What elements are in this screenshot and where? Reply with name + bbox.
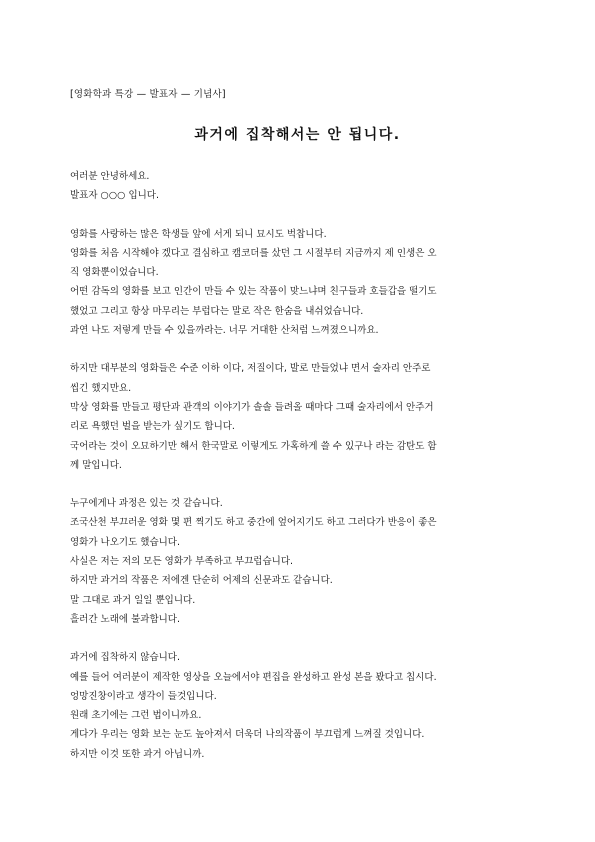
text-line: 어떤 감독의 영화를 보고 인간이 만들 수 있는 작품이 맞느냐며 친구들과 호들갑을 떨기도 [70,286,437,298]
text-line: 사실은 저는 저의 모든 영화가 부족하고 부끄럽습니다. [70,556,294,568]
text-line: 과연 나도 저렇게 만들 수 있을까라는. 너무 거대한 산처럼 느껴졌으니까요. [70,325,379,337]
paragraph [70,167,530,206]
paragraph [70,494,530,629]
text-line: 영화를 처음 시작해야 겠다고 결심하고 캠코더를 샀던 그 시절부터 지금까지 제 인생은 오 [70,247,437,259]
text-line: 게다가 우리는 영화 보는 눈도 높아져서 더욱더 나의작품이 부끄럽게 느껴질 것입니다. [70,729,425,741]
text-line: 여러분 안녕하세요. [70,171,150,182]
text-line: 리로 욕했던 벌을 받는가 싶기도 합니다. [70,421,235,433]
text-line: 조국산천 부끄러운 영화 몇 편 찍기도 하고 중간에 엎어지기도 하고 그러다가 반응이 좋은 [70,517,437,529]
text-line: 하지만 대부분의 영화들은 수준 이하 이다, 저질이다, 발로 만들었냐 면서 술자리 안주로 [70,363,431,375]
text-line: 씹긴 했지만요. [70,382,132,394]
paragraph [70,648,530,764]
document-title: 과거에 집착해서는 안 됩니다. [194,127,401,143]
text-line: 예를 들어 여러분이 제작한 영상을 오늘에서야 편집을 완성하고 완성 본을 봤다고 칩시다. [70,671,437,683]
text-line: 직 영화뿐이었습니다. [70,267,159,279]
text-line: 했었고 그리고 항상 마무리는 부럽다는 말로 작은 한숨을 내쉬었습니다. [70,305,364,317]
text-line: 과거에 집착하지 않습니다. [70,652,181,664]
paragraph [70,225,530,341]
text-line: 영화가 나오기도 했습니다. [70,536,181,548]
text-line: 하지만 과거의 작품은 저에겐 단순히 어제의 신문과도 같습니다. [70,575,333,587]
text-line: 흘러간 노래에 불과합니다. [70,613,181,625]
text-line: 막상 영화를 만들고 평단과 관객의 이야기가 솔솔 들려올 때마다 그때 술자리에서 안주거 [70,401,434,413]
text-line: 영화를 사랑하는 많은 학생들 앞에 서게 되니 묘시도 벅찹니다. [70,228,327,240]
paragraph [70,359,530,475]
text-line: 엉망진창이라고 생각이 들것입니다. [70,690,217,702]
text-line: 발표자 ○○○ 입니다. [70,190,159,202]
text-line: 하지만 이것 또한 과거 아닙니까. [70,748,205,760]
text-line: 께 말입니다. [70,459,122,471]
document-tag: [영화학과 특강 — 발표자 — 기념사] [70,89,226,100]
text-line: 원래 초기에는 그런 법이니까요. [70,710,202,722]
text-line: 말 그대로 과거 일일 뿐입니다. [70,594,196,606]
document-body [70,167,530,783]
text-line: 누구에게나 과정은 있는 것 같습니다. [70,498,223,510]
text-line: 국어라는 것이 오묘하기만 해서 한국말로 이렇게도 가혹하게 쓸 수 있구나 라는 감탄도 함 [70,440,437,452]
